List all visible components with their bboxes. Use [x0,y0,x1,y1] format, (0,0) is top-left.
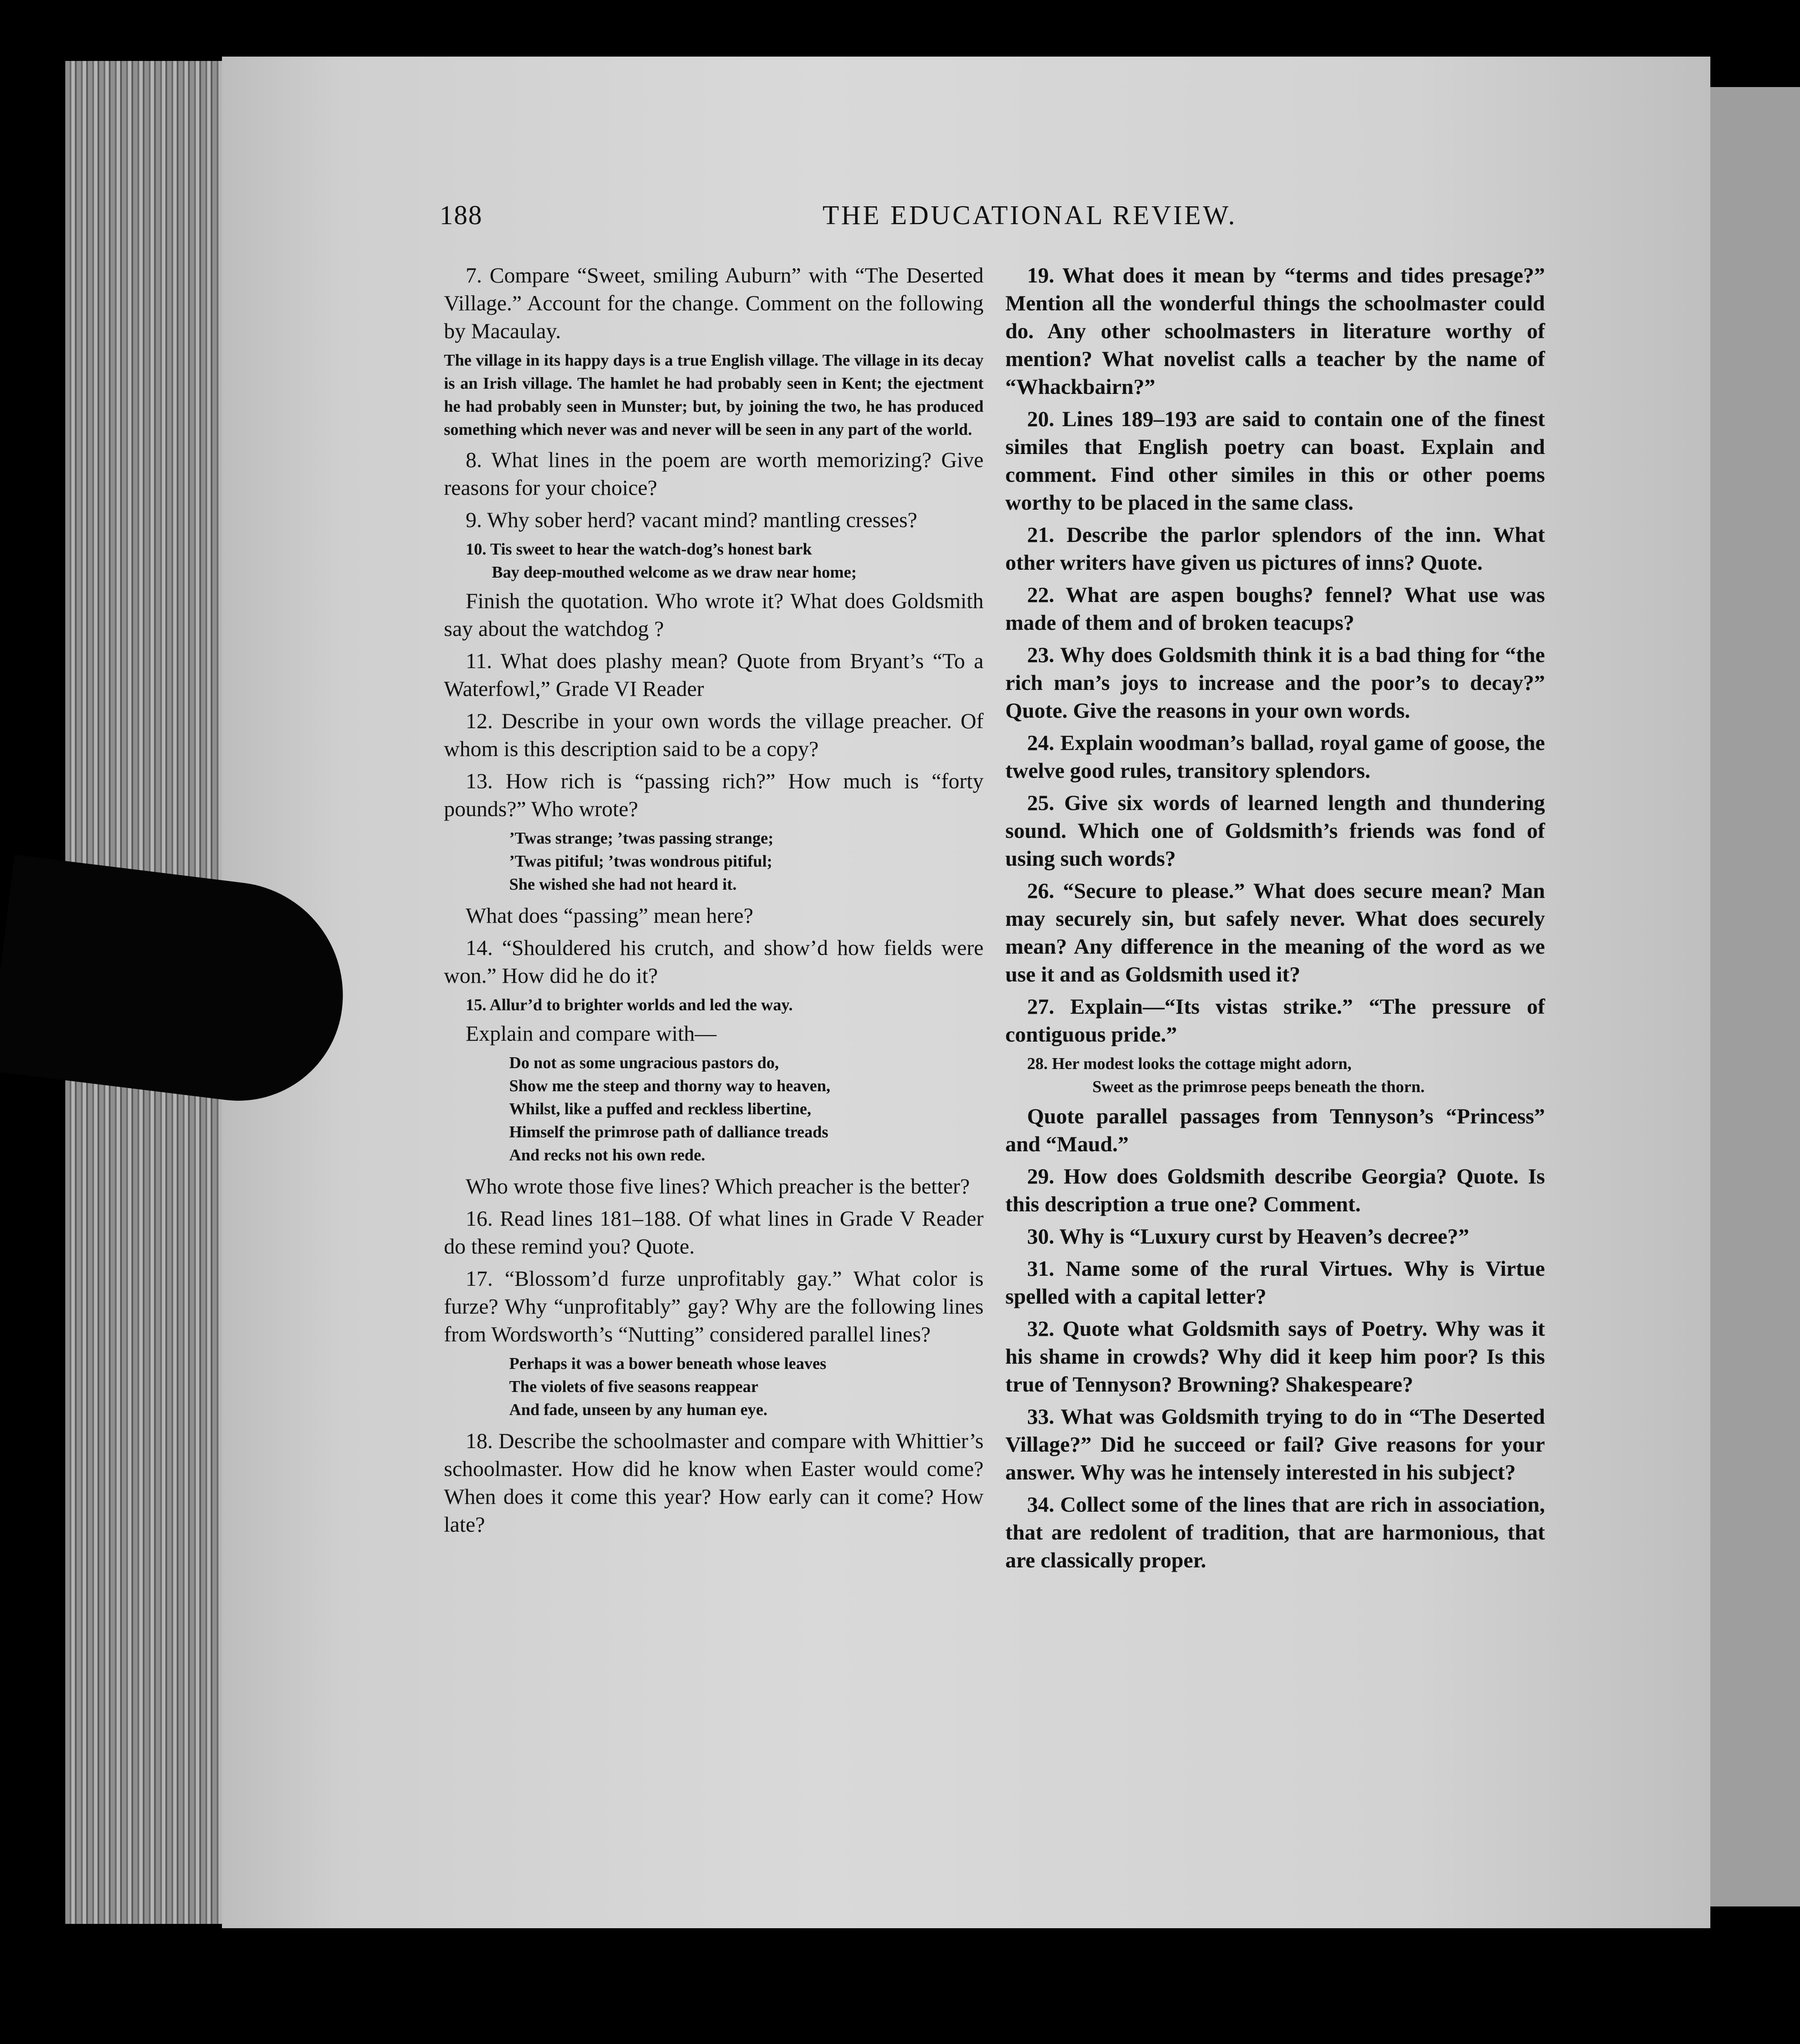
question-34: 34. Collect some of the lines that are rich in association, that are redolent of tradition, that are harmonious, that are classically proper. [1005,1492,1545,1572]
verse-line: ’Twas pitiful; ’twas wondrous pitiful; [509,852,772,871]
question-13-verse [509,827,984,896]
question-17-verse [509,1352,984,1422]
question-21: 21. Describe the parlor splendors of the inn. What other writers have given us pictures of inns? Quote. [1005,522,1545,575]
verse-line: 28. Her modest looks the cottage might adorn, [1027,1055,1352,1073]
question-11: 11. What does plashy mean? Quote from Bryant’s “To a Waterfowl,” Grade VI Reader [444,649,984,701]
facing-page-edge [1710,87,1800,1906]
question-27: 27. Explain—“Its vistas strike.” “The pressure of contiguous pride.” [1005,994,1545,1046]
book-page [222,57,1710,1928]
question-29: 29. How does Goldsmith describe Georgia? Quote. Is this description a true one? Comment. [1005,1164,1545,1216]
verse-line: The violets of five seasons reappear [509,1378,759,1396]
question-17: 17. “Blossom’d furze unprofitably gay.” What color is furze? Why “unprofitably” gay? Why are the following lines from Wordsworth’s “Nutting” considered parallel lines? [444,1266,984,1346]
question-28-text: Quote parallel passages from Tennyson’s “Princess” and “Maud.” [1005,1104,1545,1156]
verse-line: And recks not his own rede. [509,1146,705,1164]
running-title: THE EDUCATIONAL REVIEW. [823,201,1237,230]
page-number: 188 [440,201,483,230]
macaulay-quote: The village in its happy days is a true English village. The village in its decay is an Irish village. The hamlet he had probably seen in Kent; the ejectment he had probably seen in Munster; but, by joining the two, he has produced something which never was and never will be seen in any part of the world. [444,351,984,439]
question-14: 14. “Shouldered his crutch, and show’d how fields were won.” How did he do it? [444,935,984,988]
verse-line: Sweet as the primrose peeps beneath the thorn. [1092,1078,1425,1096]
question-13-text: What does “passing” mean here? [466,903,753,928]
verse-line: Himself the primrose path of dalliance treads [509,1123,829,1141]
question-22: 22. What are aspen boughs? fennel? What use was made of them and of broken teacups? [1005,582,1545,635]
question-26: 26. “Secure to please.” What does secure mean? Man may securely sin, but safely never. What does securely mean? Any difference in the meaning of the word as we use it and as Goldsmith used it? [1005,878,1545,986]
question-31: 31. Name some of the rural Virtues. Why is Virtue spelled with a capital letter? [1005,1256,1545,1308]
question-12: 12. Describe in your own words the village preacher. Of whom is this description said to be a copy? [444,709,984,761]
question-15-text-2: Who wrote those five lines? Which preacher is the better? [466,1174,970,1198]
verse-line: Show me the steep and thorny way to heaven, [509,1077,830,1095]
question-15-text: Explain and compare with— [466,1021,717,1046]
question-15-verse [509,1052,984,1167]
verse-line: Do not as some ungracious pastors do, [509,1054,779,1072]
question-20: 20. Lines 189–193 are said to contain one of the finest similes that English poetry can boast. Explain and comment. Find other similes in this or other poems worthy to be placed in the same class. [1005,407,1545,514]
question-8: 8. What lines in the poem are worth memorizing? Give reasons for your choice? [444,447,984,500]
question-19: 19. What does it mean by “terms and tides presage?” Mention all the wonderful things the schoolmaster could do. Any other schoolmasters in literature worthy of mention? What novelist calls a teacher by the name of “Whackbairn?” [1005,263,1545,399]
verse-line: Bay deep-mouthed welcome as we draw near home; [492,563,857,582]
question-33: 33. What was Goldsmith trying to do in “The Deserted Village?” Did he succeed or fail? Give reasons for your answer. Why was he intensely interested in his subject? [1005,1404,1545,1484]
question-30: 30. Why is “Luxury curst by Heaven’s decree?” [1027,1224,1469,1248]
question-24: 24. Explain woodman’s ballad, royal game of goose, the twelve good rules, transitory splendors. [1005,730,1545,783]
question-10-text: Finish the quotation. Who wrote it? What does Goldsmith say about the watchdog ? [444,588,984,641]
verse-line: ’Twas strange; ’twas passing strange; [509,829,774,847]
question-32: 32. Quote what Goldsmith says of Poetry. Why was it his shame in crowds? Why did it keep him poor? Is this true of Tennyson? Browning? Shakespeare? [1005,1316,1545,1396]
question-10-verse [466,538,984,584]
left-column [444,261,984,1543]
verse-line: She wished she had not heard it. [509,875,737,894]
verse-line: And fade, unseen by any human eye. [509,1401,768,1419]
question-18: 18. Describe the schoolmaster and compare with Whittier’s schoolmaster. How did he know when Easter would come? When does it come this year? How early can it come? How late? [444,1429,984,1536]
question-28-verse [1027,1052,1545,1099]
verse-line: Perhaps it was a bower beneath whose leaves [509,1355,826,1373]
question-15-line: 15. Allur’d to brighter worlds and led the way. [466,996,793,1014]
question-23: 23. Why does Goldsmith think it is a bad thing for “the rich man’s joys to increase and the poor’s to decay?” Quote. Give the reasons in your own words. [1005,642,1545,723]
question-16: 16. Read lines 181–188. Of what lines in Grade V Reader do these remind you? Quote. [444,1206,984,1258]
verse-line: Whilst, like a puffed and reckless libertine, [509,1100,811,1118]
right-column [1005,261,1545,1578]
verse-line: 10. Tis sweet to hear the watch-dog’s honest bark [466,540,812,558]
question-9: 9. Why sober herd? vacant mind? mantling cresses? [466,508,917,532]
question-13: 13. How rich is “passing rich?” How much is “forty pounds?” Who wrote? [444,769,984,821]
question-7: 7. Compare “Sweet, smiling Auburn” with “The Deserted Village.” Account for the change. Comment on the following by Macaulay. [444,263,984,343]
question-25: 25. Give six words of learned length and thundering sound. Which one of Goldsmith’s friends was fond of using such words? [1005,790,1545,871]
